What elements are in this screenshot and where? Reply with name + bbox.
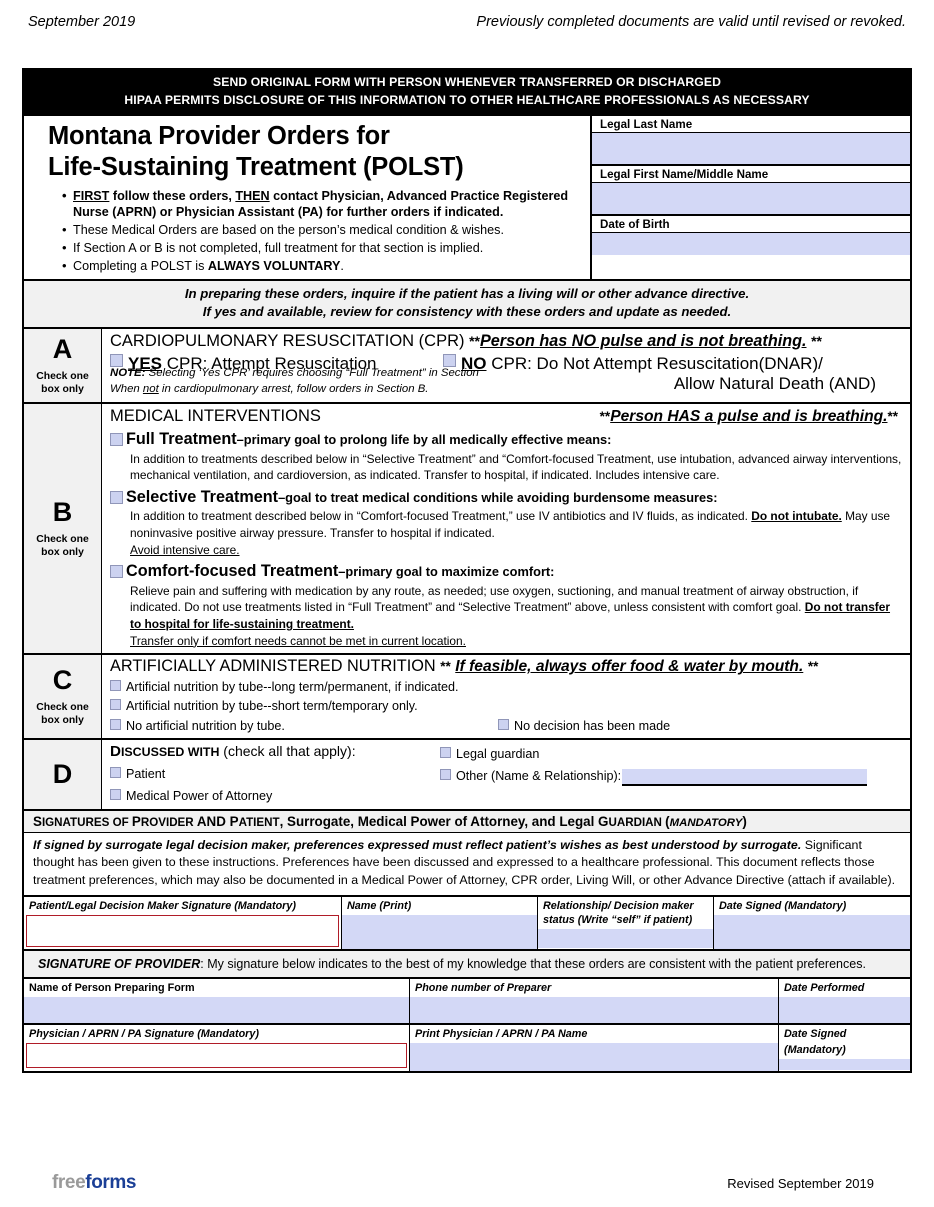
section-c-heading: ARTIFICIALLY ADMINISTERED NUTRITION (110, 657, 436, 676)
checkbox-no-nutrition-icon[interactable] (110, 719, 121, 730)
selective-treatment-subtitle: –goal to treat medical conditions while avoiding burdensome measures: (278, 490, 718, 506)
comfort-u1: Do not transfer to hospital for life-sustaining treatment. (130, 600, 891, 632)
note-pre: When (110, 383, 143, 396)
comfort-pre: Relieve pain and suffering with medication by any route, as needed; use oxygen, suctioning, and manual treatment of airway obstruction, if indicated. Do not use treatments listed in “Full Treatment” and “Selective Treatment” above, unless consistent with comfort goal. (130, 583, 859, 615)
sig-p8: , Surrogate, Medical Power of Attorney, and Legal (279, 813, 599, 829)
title-and-patient-row (24, 114, 910, 279)
section-b-letter-column (24, 404, 102, 653)
cell-physician-signature (24, 1025, 410, 1071)
section-a-emphasis: Person has NO pulse and is not breathing. (479, 331, 807, 350)
attestation-rest: Significant thought has been given to these instructions. Preferences have been discussed and expressed to a healthcare professional. This document reflects those treatment preferences, which may also be documented in a Medical Power of Attorney, CPR order, Living Will, or other Advance Directive (attach if available). (33, 837, 896, 888)
field-legal-last-name (592, 116, 910, 166)
date-performed-label: Date Performed (784, 982, 865, 995)
form-date: September 2019 (28, 14, 136, 30)
comfort-treatment-description (110, 583, 904, 650)
checkbox-no-cpr-icon[interactable] (443, 354, 456, 367)
yes-rest: CPR: Attempt Resuscitation (162, 353, 377, 373)
cell-patient-name-print (342, 897, 538, 949)
validity-notice: Previously completed documents are valid until revised or revoked. (476, 14, 906, 30)
section-c-letter-column (24, 655, 102, 737)
section-a-stars-right: ** (811, 332, 822, 349)
note-post: in cardiopulmonary arrest, follow orders in Section B. (158, 383, 429, 396)
checkbox-other-icon[interactable] (440, 769, 451, 780)
section-c-stars-right: ** (807, 659, 819, 675)
option-no-decision-label: No decision has been made (514, 718, 671, 733)
sig-p3: P (131, 813, 141, 829)
option-selective-treatment[interactable] (110, 488, 904, 507)
full-treatment-description: In addition to treatments described below in “Selective Treatment” and “Comfort-focused Treatment, use intubation, advanced airway interventions, mechanical ventilation, and cardioversion, as indicated. Transfer to hospital, if indicated. Includes intensive care. (130, 451, 902, 483)
section-b-heading-row (110, 407, 904, 426)
checkbox-selective-treatment-icon[interactable] (110, 491, 123, 504)
option-comfort-focused-treatment[interactable] (110, 562, 904, 581)
attestation-text (24, 832, 910, 895)
banner-line-2: HIPAA PERMITS DISCLOSURE OF THIS INFORMATION TO OTHER HEALTHCARE PROFESSIONALS AS NECESSARY (124, 92, 810, 107)
sig-p10: UARDIAN (608, 815, 666, 829)
comfort-u2: Transfer only if comfort needs cannot be met in current location. (130, 633, 466, 648)
section-d (24, 738, 910, 809)
full-treatment-title: Full Treatment (126, 430, 237, 449)
discussed-rest: ISCUSSED WITH (120, 744, 220, 759)
section-c (24, 653, 910, 737)
selective-u2: Avoid intensive care. (130, 542, 240, 557)
cell-date-performed (779, 979, 910, 1023)
bullet-then-word: THEN (235, 188, 270, 203)
bullet-first-word: FIRST (73, 188, 110, 203)
section-b-emphasis-wrap (600, 407, 898, 426)
section-a-letter-column (24, 329, 102, 403)
patient-name-print-label: Name (Print) (347, 899, 412, 912)
banner-line-1: SEND ORIGINAL FORM WITH PERSON WHENEVER TRANSFERRED OR DISCHARGED (212, 75, 721, 89)
option-no-nutrition-label: No artificial nutrition by tube. (126, 718, 285, 733)
date-signed-physician-label: Date Signed (784, 1028, 847, 1041)
checkbox-nutrition-long-term-icon[interactable] (110, 680, 121, 691)
section-d-letter-column (24, 740, 102, 809)
advance-notice-line-2: If yes and available, review for consistency with these orders and update as needed. (202, 304, 732, 320)
checkbox-comfort-focused-icon[interactable] (110, 565, 123, 578)
checkbox-patient-icon[interactable] (110, 767, 121, 778)
section-b-stars-left: ** (599, 409, 611, 425)
checkbox-legal-guardian-icon[interactable] (440, 747, 451, 758)
section-a-heading: CARDIOPULMONARY RESUSCITATION (CPR) (110, 331, 465, 350)
sig-p6: P (229, 813, 239, 829)
date-of-birth-label: Date of Birth (592, 216, 910, 233)
no-rest: CPR: Do Not Attempt Resuscitation(DNAR)/ (486, 353, 823, 373)
advance-notice-line-1: In preparing these orders, inquire if the patient has a living will or other advance directive. (184, 286, 750, 302)
option-other-label: Other (Name & Relationship): (456, 768, 622, 783)
transfer-banner (24, 70, 910, 114)
section-a-stars-left: ** (469, 332, 480, 349)
sig-p2: IGNATURES OF (41, 815, 132, 829)
section-c-body (102, 655, 910, 737)
yes-bold: YES (128, 353, 163, 373)
sig-p9: G (598, 813, 609, 829)
section-b (24, 402, 910, 653)
sig-p5: AND (196, 813, 230, 829)
option-full-treatment-title (126, 430, 611, 449)
selective-u1: Do not intubate. (751, 509, 842, 524)
page-title (48, 121, 582, 183)
bullet-section-implied: • If Section A or B is not completed, full treatment for that section is implied. (64, 240, 582, 257)
section-a-letter: A (52, 333, 73, 364)
preparer-row (24, 977, 910, 1023)
advance-directive-notice (24, 279, 910, 326)
section-c-heading-row (110, 658, 904, 676)
provider-note-rest: : My signature below indicates to the best of my knowledge that these orders are consistent with the patient preferences. (200, 956, 866, 971)
freeforms-logo (22, 1172, 136, 1194)
checkbox-full-treatment-icon[interactable] (110, 433, 123, 446)
section-c-instruction: Check one box only (36, 701, 89, 726)
patient-signature-row (24, 895, 910, 949)
patient-name-print-input[interactable] (342, 915, 537, 949)
option-nutrition-row-3 (110, 719, 904, 734)
section-b-instruction: Check one box only (36, 533, 89, 558)
revised-date: Revised September 2019 (727, 1175, 874, 1191)
selective-treatment-title: Selective Treatment (126, 488, 279, 507)
sig-p1: S (33, 813, 42, 829)
section-d-right-column (440, 744, 904, 805)
section-a-heading-row (110, 332, 904, 351)
title-line-2: Life-Sustaining Treatment (POLST) (48, 153, 464, 182)
option-comfort-title (126, 562, 554, 581)
section-a-body (102, 329, 910, 403)
section-b-letter: B (52, 496, 73, 527)
option-discussed-patient[interactable] (110, 767, 440, 782)
logo-forms-text: forms (85, 1172, 137, 1193)
selective-treatment-description (110, 508, 904, 558)
bullet-first-then (64, 188, 582, 221)
comfort-treatment-title: Comfort-focused Treatment (126, 562, 339, 581)
cell-relationship-status (538, 897, 714, 949)
cell-date-signed-patient (714, 897, 910, 949)
date-of-birth-input[interactable] (592, 233, 910, 255)
bullet-medical-orders: • These Medical Orders are based on the person’s medical condition & wishes. (64, 222, 582, 239)
option-nutrition-short-term-label: Artificial nutrition by tube--short term/temporary only. (126, 699, 418, 714)
page-meta-line (28, 14, 906, 40)
patient-identity-fields (592, 116, 910, 279)
page-footer (22, 1168, 912, 1198)
bullet-mid-2: contact Physician, Advanced Practice Registered Nurse (APRN) or Physician Assistant (PA) for further orders if indicated. (73, 188, 569, 220)
option-discussed-mpoa[interactable] (110, 789, 440, 804)
voluntary-pre: Completing a POLST is (73, 258, 208, 273)
option-legal-guardian-label: Legal guardian (456, 746, 540, 761)
option-mpoa-label: Medical Power of Attorney (126, 789, 273, 804)
option-patient-label: Patient (126, 767, 166, 782)
sig-p13: ) (742, 813, 747, 829)
field-legal-first-middle-name (592, 166, 910, 216)
date-signed-patient-label: Date Signed (Mandatory) (719, 899, 847, 912)
comfort-treatment-subtitle: –primary goal to maximize comfort: (338, 564, 555, 580)
logo-free-text: free (52, 1172, 86, 1193)
section-b-stars-right: ** (887, 409, 898, 425)
patient-signature-input[interactable] (26, 915, 339, 947)
physician-signature-label: Physician / APRN / PA Signature (Mandatory) (29, 1028, 259, 1041)
section-c-letter: C (52, 664, 73, 695)
note-not: not (142, 383, 159, 396)
option-discussed-other[interactable] (440, 769, 904, 786)
title-line-1: Montana Provider Orders for (48, 122, 390, 151)
checkbox-no-decision-icon[interactable] (498, 719, 509, 730)
date-signed-physician-sublabel: (Mandatory) (784, 1044, 846, 1057)
cell-preparer-name (24, 979, 410, 1023)
selective-mid: May use noninvasive positive airway pressure. Transfer to hospital if indicated. (130, 509, 891, 541)
checkbox-yes-cpr-icon[interactable] (110, 354, 123, 367)
option-nutrition-long-term[interactable] (110, 680, 904, 695)
selective-pre: In addition to treatment described below in “Comfort-focused Treatment,” use IV antibiotics and IV fluids, as indicated. (130, 509, 752, 524)
cell-patient-signature (24, 897, 342, 949)
preparer-name-input[interactable] (24, 997, 409, 1023)
date-signed-patient-input[interactable] (714, 915, 910, 949)
section-a-instruction: Check one box only (36, 370, 89, 395)
voluntary-bold: ALWAYS VOLUNTARY (207, 258, 341, 273)
preparer-phone-label: Phone number of Preparer (415, 982, 552, 995)
sig-p12: MANDATORY (669, 816, 743, 829)
legal-last-name-input[interactable] (592, 133, 910, 164)
provider-note-lead: SIGNATURE OF PROVIDER (38, 956, 201, 971)
cell-date-signed-physician (779, 1025, 910, 1071)
checkbox-nutrition-short-term-icon[interactable] (110, 699, 121, 710)
form-container (22, 68, 912, 1073)
bullet-voluntary (64, 258, 582, 275)
physician-name-print-label: Print Physician / APRN / PA Name (415, 1028, 588, 1041)
section-a-note-line-2 (110, 382, 570, 398)
bullet-mid-1: follow these orders, (109, 188, 236, 203)
note-label: NOTE: (110, 367, 146, 380)
section-b-body (102, 404, 910, 653)
cell-physician-name-print (410, 1025, 779, 1071)
section-d-heading (110, 744, 440, 761)
date-performed-input[interactable] (779, 997, 910, 1023)
section-b-heading: MEDICAL INTERVENTIONS (110, 407, 321, 426)
relationship-status-input[interactable] (538, 929, 713, 948)
physician-signature-input[interactable] (26, 1043, 407, 1068)
note-text-1: Selecting ‘Yes CPR’ requires choosing “Full Treatment” in Section (145, 367, 479, 380)
cell-preparer-phone (410, 979, 779, 1023)
option-nutrition-long-term-label: Artificial nutrition by tube--long term/permanent, if indicated. (126, 680, 459, 695)
option-nutrition-short-term[interactable] (110, 699, 904, 714)
section-c-stars-left: ** (440, 659, 451, 675)
option-full-treatment[interactable] (110, 430, 904, 449)
section-c-emphasis: If feasible, always offer food & water by mouth. (455, 658, 804, 676)
patient-signature-label: Patient/Legal Decision Maker Signature (Mandatory) (29, 899, 296, 912)
legal-first-name-input[interactable] (592, 183, 910, 214)
sig-p11: ( (665, 813, 670, 829)
physician-name-print-input[interactable] (410, 1043, 778, 1071)
full-treatment-subtitle: –primary goal to prolong life by all medically effective means: (236, 432, 612, 448)
checkbox-medical-power-attorney-icon[interactable] (110, 789, 121, 800)
section-d-body (102, 740, 910, 809)
date-signed-physician-input[interactable] (779, 1059, 910, 1070)
title-block (24, 116, 592, 279)
option-no-nutrition[interactable] (110, 719, 498, 734)
preparer-phone-input[interactable] (410, 997, 778, 1023)
legal-first-name-label: Legal First Name/Middle Name (592, 166, 910, 183)
physician-row (24, 1023, 910, 1071)
voluntary-post: . (340, 258, 344, 273)
section-b-emphasis: Person HAS a pulse and is breathing. (610, 408, 888, 426)
attestation-italic: If signed by surrogate legal decision maker, preferences expressed must reflect patient’s wishes as best understood by surrogate. (33, 837, 802, 852)
other-name-relationship-input[interactable] (622, 769, 867, 786)
relationship-status-label: Relationship/ Decision maker status (Write “self” if patient) (543, 899, 694, 926)
discussed-cap: D (110, 742, 121, 760)
sig-p4: ROVIDER (140, 815, 197, 829)
instruction-bullets (48, 188, 582, 275)
section-d-letter: D (52, 758, 73, 789)
sig-p7: ATIENT (238, 815, 280, 829)
no-bold: NO (461, 353, 487, 373)
signatures-banner (24, 809, 910, 832)
section-a (24, 327, 910, 403)
option-no-cpr-label (461, 354, 823, 374)
option-no-cpr[interactable] (443, 354, 823, 374)
preparer-name-label: Name of Person Preparing Form (29, 982, 195, 995)
option-selective-treatment-title (126, 488, 718, 507)
option-discussed-legal-guardian[interactable] (440, 747, 904, 762)
discussed-plain: (check all that apply): (219, 742, 356, 759)
field-date-of-birth (592, 216, 910, 255)
option-no-decision[interactable] (498, 719, 670, 734)
provider-signature-note (24, 949, 910, 977)
section-d-left-column (110, 744, 440, 805)
legal-last-name-label: Legal Last Name (592, 116, 910, 133)
option-no-cpr-line2: Allow Natural Death (AND) (673, 374, 876, 394)
